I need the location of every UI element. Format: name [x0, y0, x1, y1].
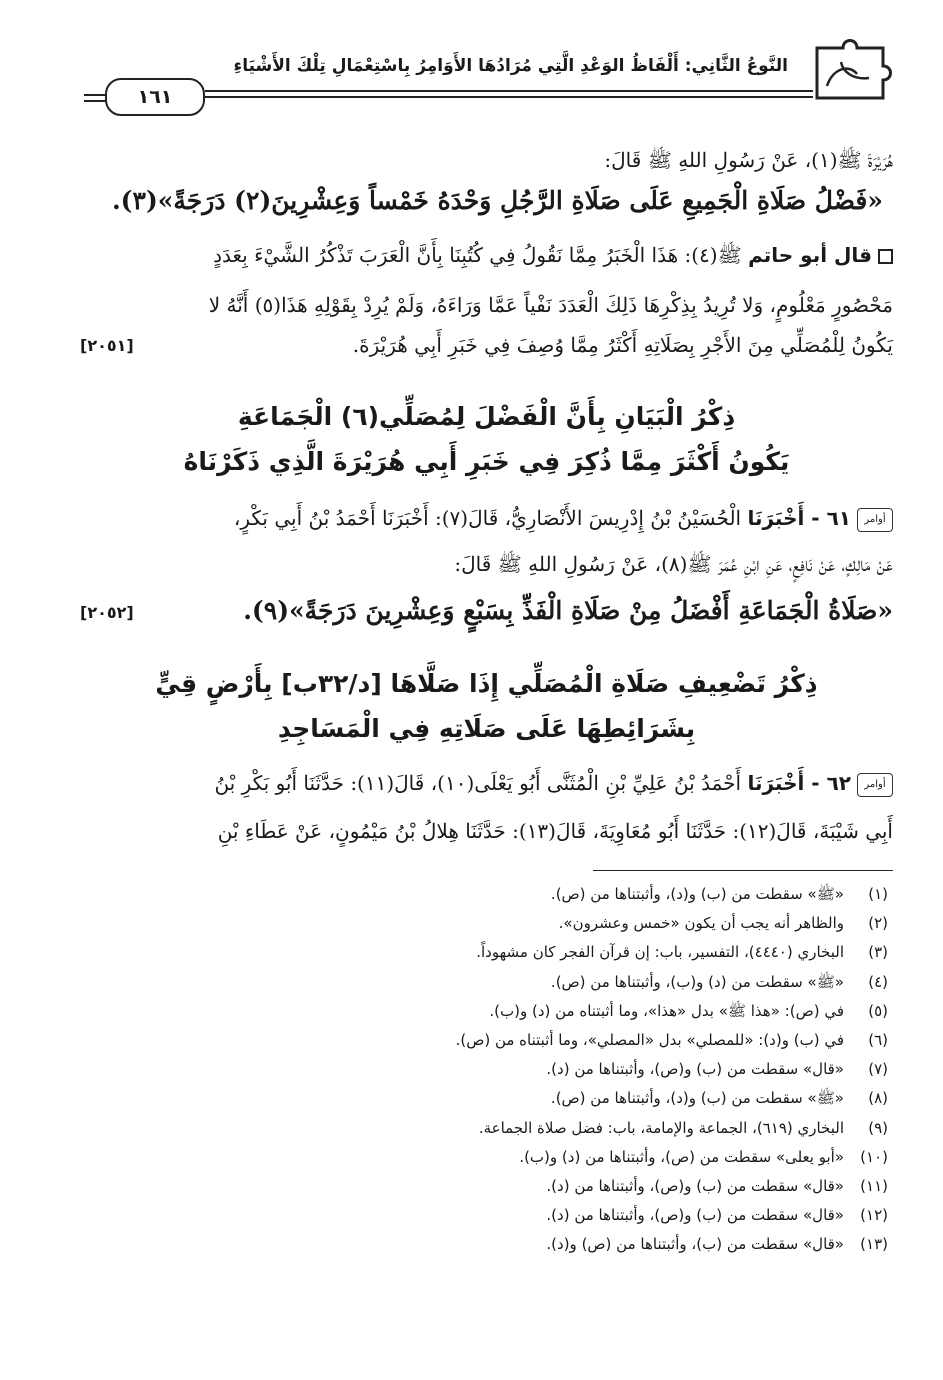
- hadith-chain: [80, 500, 893, 536]
- page-number: ١٦١: [105, 78, 205, 116]
- hadith-chain: [80, 765, 893, 801]
- header-rule-left-2: [84, 100, 106, 102]
- footnote-separator: [593, 870, 893, 871]
- commentary-line: [80, 237, 893, 273]
- footnote: (١٣)«قال» سقطت من (ب)، وأثبتناها من (ص) و(د).: [546, 1235, 888, 1254]
- commentary-text: ﷺ(٤): هَذَا الْخَبَرُ مِمَّا نَقُولُ فِي كُتُبِنَا بِأَنَّ الْعَرَبَ تَذْكُرُ الشَّيْءَ بِعَدَدٍ: [213, 243, 742, 267]
- hadith-chain-text: أَحْمَدُ بْنُ عَلِيِّ بْنِ الْمُثَنَّى أَبُو يَعْلَى(١٠)، قَالَ(١١): حَدَّثَنَا أَبُو بَكْرِ بْنُ: [214, 771, 742, 795]
- section-heading: يَكُونُ أَكْثَرَ مِمَّا ذُكِرَ فِي خَبَرِ أَبِي هُرَيْرَةَ الَّذِي ذَكَرْنَاهُ: [183, 447, 790, 476]
- footnote: (١٠)«أبو يعلى» سقطت من (ص)، وأثبتناها من (د) و(ب).: [519, 1147, 888, 1166]
- header-rule-left: [84, 94, 106, 96]
- hadith-chain-text: الْحُسَيْنُ بْنُ إِدْرِيسَ الأَنْصَارِيُّ، قَالَ(٧): أَخْبَرَنَا أَحْمَدُ بْنُ أَبِي بَكْرٍ،: [233, 506, 742, 530]
- reference-number: [٢٠٥١]: [80, 336, 134, 355]
- header-rule-right: [205, 96, 813, 98]
- badge-icon: أوامر: [857, 508, 893, 532]
- footnote: (٥)في (ص): «هذا ﷺ» بدل «هذا»، وما أثبتناه من (د) و(ب).: [489, 1001, 888, 1020]
- footnotes: [120, 880, 888, 1259]
- commentary-author: قال أبو حاتم: [748, 243, 872, 267]
- hadith-chain: أَبِي شَيْبَةَ، قَالَ(١٢): حَدَّثَنَا أَبُو مُعَاوِيَةَ، قَالَ(١٣): حَدَّثَنَا هِلالُ بْنُ مَيْمُونٍ، عَنْ عَطَاءِ بْنِ: [217, 819, 893, 843]
- text-line: هُرَيْرَةَ ﷺ(١)، عَنْ رَسُولِ اللهِ ﷺ قَالَ:: [604, 148, 893, 172]
- footnote: (٣)البخاري (٤٤٤٠)، التفسير، باب: إن قرآن الفجر كان مشهوداً.: [476, 943, 888, 962]
- footnote: (١٢)«قال» سقطت من (ب) و(ص)، وأثبتناها من (د).: [546, 1206, 888, 1225]
- header-title: النَّوعُ الثَّانِي: أَلْفَاظُ الوَعْدِ الَّتِي مُرَادُهَا الأَوَامِرُ بِاسْتِعْمَالِ تِلْكَ الأَشْيَاءِ: [233, 56, 788, 76]
- footnote: (١١)«قال» سقطت من (ب) و(ص)، وأثبتناها من (د).: [546, 1176, 888, 1195]
- hadith-chain: عَنْ مَالِكٍ، عَنْ نَافِعٍ، عَنِ ابْنِ عُمَرَ ﷺ(٨)، عَنْ رَسُولِ اللهِ ﷺ قَالَ:: [454, 552, 893, 576]
- section-heading: ذِكْرُ تَضْعِيفِ صَلَاةِ الْمُصَلِّي إِذَا صَلَّاهَا [د/٣٢ب] بِأَرْضٍ قِيٍّ: [155, 669, 818, 698]
- footnote: (١)«ﷺ» سقطت من (ب) و(د)، وأثبتناها من (ص).: [550, 885, 888, 903]
- badge-icon: أوامر: [857, 773, 893, 797]
- hadith-number: ٦٢ - أَخْبَرَنَا: [747, 771, 851, 795]
- footnote: (٨)«ﷺ» سقطت من (ب) و(د)، وأثبتناها من (ص).: [550, 1089, 888, 1108]
- puzzle-logo-icon: [813, 28, 895, 100]
- square-marker-icon: [878, 249, 893, 264]
- commentary-line: مَحْصُورٍ مَعْلُومٍ، وَلا تُرِيدُ بِذِكْرِهَا ذَلِكَ الْعَدَدَ نَفْياً عَمَّا وَرَاءَهُ، وَلَمْ يُرِدْ بِقَوْلِهِ هَذَا(٥) أَنَّهُ لا: [208, 293, 893, 317]
- hadith-text: «صَلَاةُ الْجَمَاعَةِ أَفْضَلُ مِنْ صَلَاةِ الْفَذِّ بِسَبْعٍ وَعِشْرِينَ دَرَجَةً»(٩).: [243, 596, 893, 625]
- header-rule: [205, 90, 813, 92]
- hadith-text: «فَضْلُ صَلَاةِ الْجَمِيعِ عَلَى صَلَاةِ الرَّجُلِ وَحْدَهُ خَمْساً وَعِشْرِينَ(٢) دَرَجَةً»(٣).: [111, 186, 883, 215]
- section-heading: ذِكْرُ الْبَيَانِ بِأَنَّ الْفَضْلَ لِمُصَلِّي(٦) الْجَمَاعَةِ: [237, 402, 736, 431]
- hadith-number: ٦١ - أَخْبَرَنَا: [747, 506, 851, 530]
- commentary-line: يَكُونُ لِلْمُصَلِّي مِنَ الأَجْرِ بِصَلَاتِهِ أَكْثَرُ مِمَّا وُصِفَ فِي خَبَرِ أَبِي هُرَيْرَةَ.: [352, 333, 893, 357]
- reference-number: [٢٠٥٢]: [80, 603, 134, 622]
- footnote: (٧)«قال» سقطت من (ب) و(ص)، وأثبتناها من (د).: [546, 1060, 888, 1079]
- section-heading: بِشَرَائِطِهَا عَلَى صَلَاتِهِ فِي الْمَسَاجِدِ: [277, 714, 696, 743]
- footnote: (٦)في (ب) و(د): «للمصلي» بدل «المصلي»، وما أثبتناه من (ص).: [455, 1030, 888, 1049]
- footnote: (٩)البخاري (٦١٩)، الجماعة والإمامة، باب: فضل صلاة الجماعة.: [478, 1118, 888, 1137]
- footnote: (٢)والظاهر أنه يجب أن يكون «خمس وعشرون».: [558, 914, 888, 933]
- footnote: (٤)«ﷺ» سقطت من (د) و(ب)، وأثبتناها من (ص).: [550, 972, 888, 991]
